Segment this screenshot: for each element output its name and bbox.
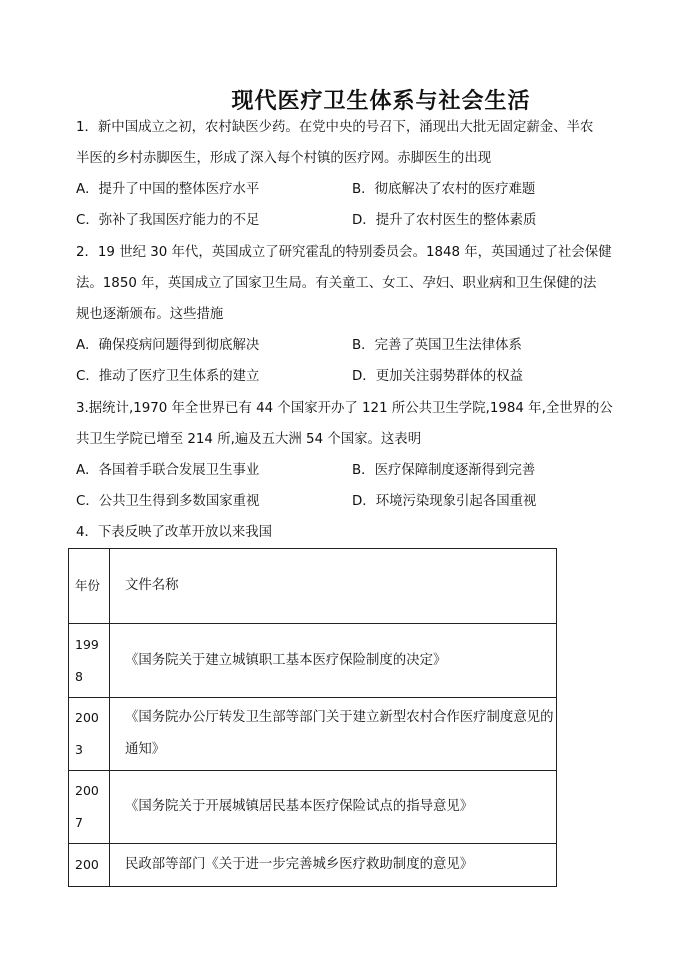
q3-option-b: B．医疗保障制度逐渐得到完善 — [352, 463, 536, 478]
row-document-name: 《国务院关于开展城镇居民基本医疗保险试点的指导意见》 — [125, 799, 474, 814]
q3-option-d: D．环境污染现象引起各国重视 — [352, 494, 537, 509]
q1-option-b: B．彻底解决了农村的医疗难题 — [352, 182, 536, 197]
header-year: 年份 — [75, 578, 101, 593]
q1-option-a: A．提升了中国的整体医疗水平 — [76, 182, 260, 197]
q1-option-c: C．弥补了我国医疗能力的不足 — [76, 213, 260, 228]
row-year: 200 — [75, 857, 99, 872]
row-year: 1998 — [75, 636, 99, 684]
q3-stem-line1: 3.据统计,1970 年全世界已有 44 个国家开办了 121 所公共卫生学院,1984 年,全世界的公 — [76, 401, 613, 416]
table-row — [69, 624, 557, 698]
q3-stem-line2: 共卫生学院已增至 214 所,遍及五大洲 54 个国家。这表明 — [76, 432, 422, 447]
row-year: 2003 — [75, 710, 99, 757]
q2-stem-line2: 法。1850 年，英国成立了国家卫生局。有关童工、女工、孕妇、职业病和卫生保健的法 — [76, 276, 597, 291]
q2-option-b: B．完善了英国卫生法律体系 — [352, 338, 522, 353]
q2-option-c: C．推动了医疗卫生体系的建立 — [76, 369, 260, 384]
q1-option-d: D．提升了农村医生的整体素质 — [352, 213, 537, 228]
policy-documents-table — [68, 548, 557, 887]
q4-stem: 4．下表反映了改革开放以来我国 — [76, 525, 272, 540]
page-title: 现代医疗卫生体系与社会生活 — [231, 89, 531, 114]
table-header-row — [69, 549, 557, 624]
q2-stem-line1: 2．19 世纪 30 年代，英国成立了研究霍乱的特别委员会。1848 年，英国通过了社会保健 — [76, 245, 612, 260]
q2-option-a: A．确保疫病问题得到彻底解决 — [76, 338, 260, 353]
table-row — [69, 771, 557, 844]
q2-option-d: D．更加关注弱势群体的权益 — [352, 369, 523, 384]
table-row — [69, 844, 557, 887]
table-row — [69, 698, 557, 771]
q1-stem-line1: 1．新中国成立之初，农村缺医少药。在党中央的号召下，涌现出大批无固定薪金、半农 — [76, 120, 594, 135]
q3-option-c: C．公共卫生得到多数国家重视 — [76, 494, 260, 509]
header-document-name: 文件名称 — [125, 578, 179, 593]
row-document-name: 《国务院办公厅转发卫生部等部门关于建立新型农村合作医疗制度意见的通知》 — [125, 710, 554, 757]
row-document-name: 《国务院关于建立城镇职工基本医疗保险制度的决定》 — [125, 652, 447, 668]
q3-option-a: A．各国着手联合发展卫生事业 — [76, 463, 260, 478]
q1-stem-line2: 半医的乡村赤脚医生，形成了深入每个村镇的医疗网。赤脚医生的出现 — [76, 151, 492, 166]
q2-stem-line3: 规也逐渐颁布。这些措施 — [76, 307, 224, 322]
row-document-name: 民政部等部门《关于进一步完善城乡医疗救助制度的意见》 — [125, 857, 474, 872]
row-year: 2007 — [75, 783, 99, 830]
